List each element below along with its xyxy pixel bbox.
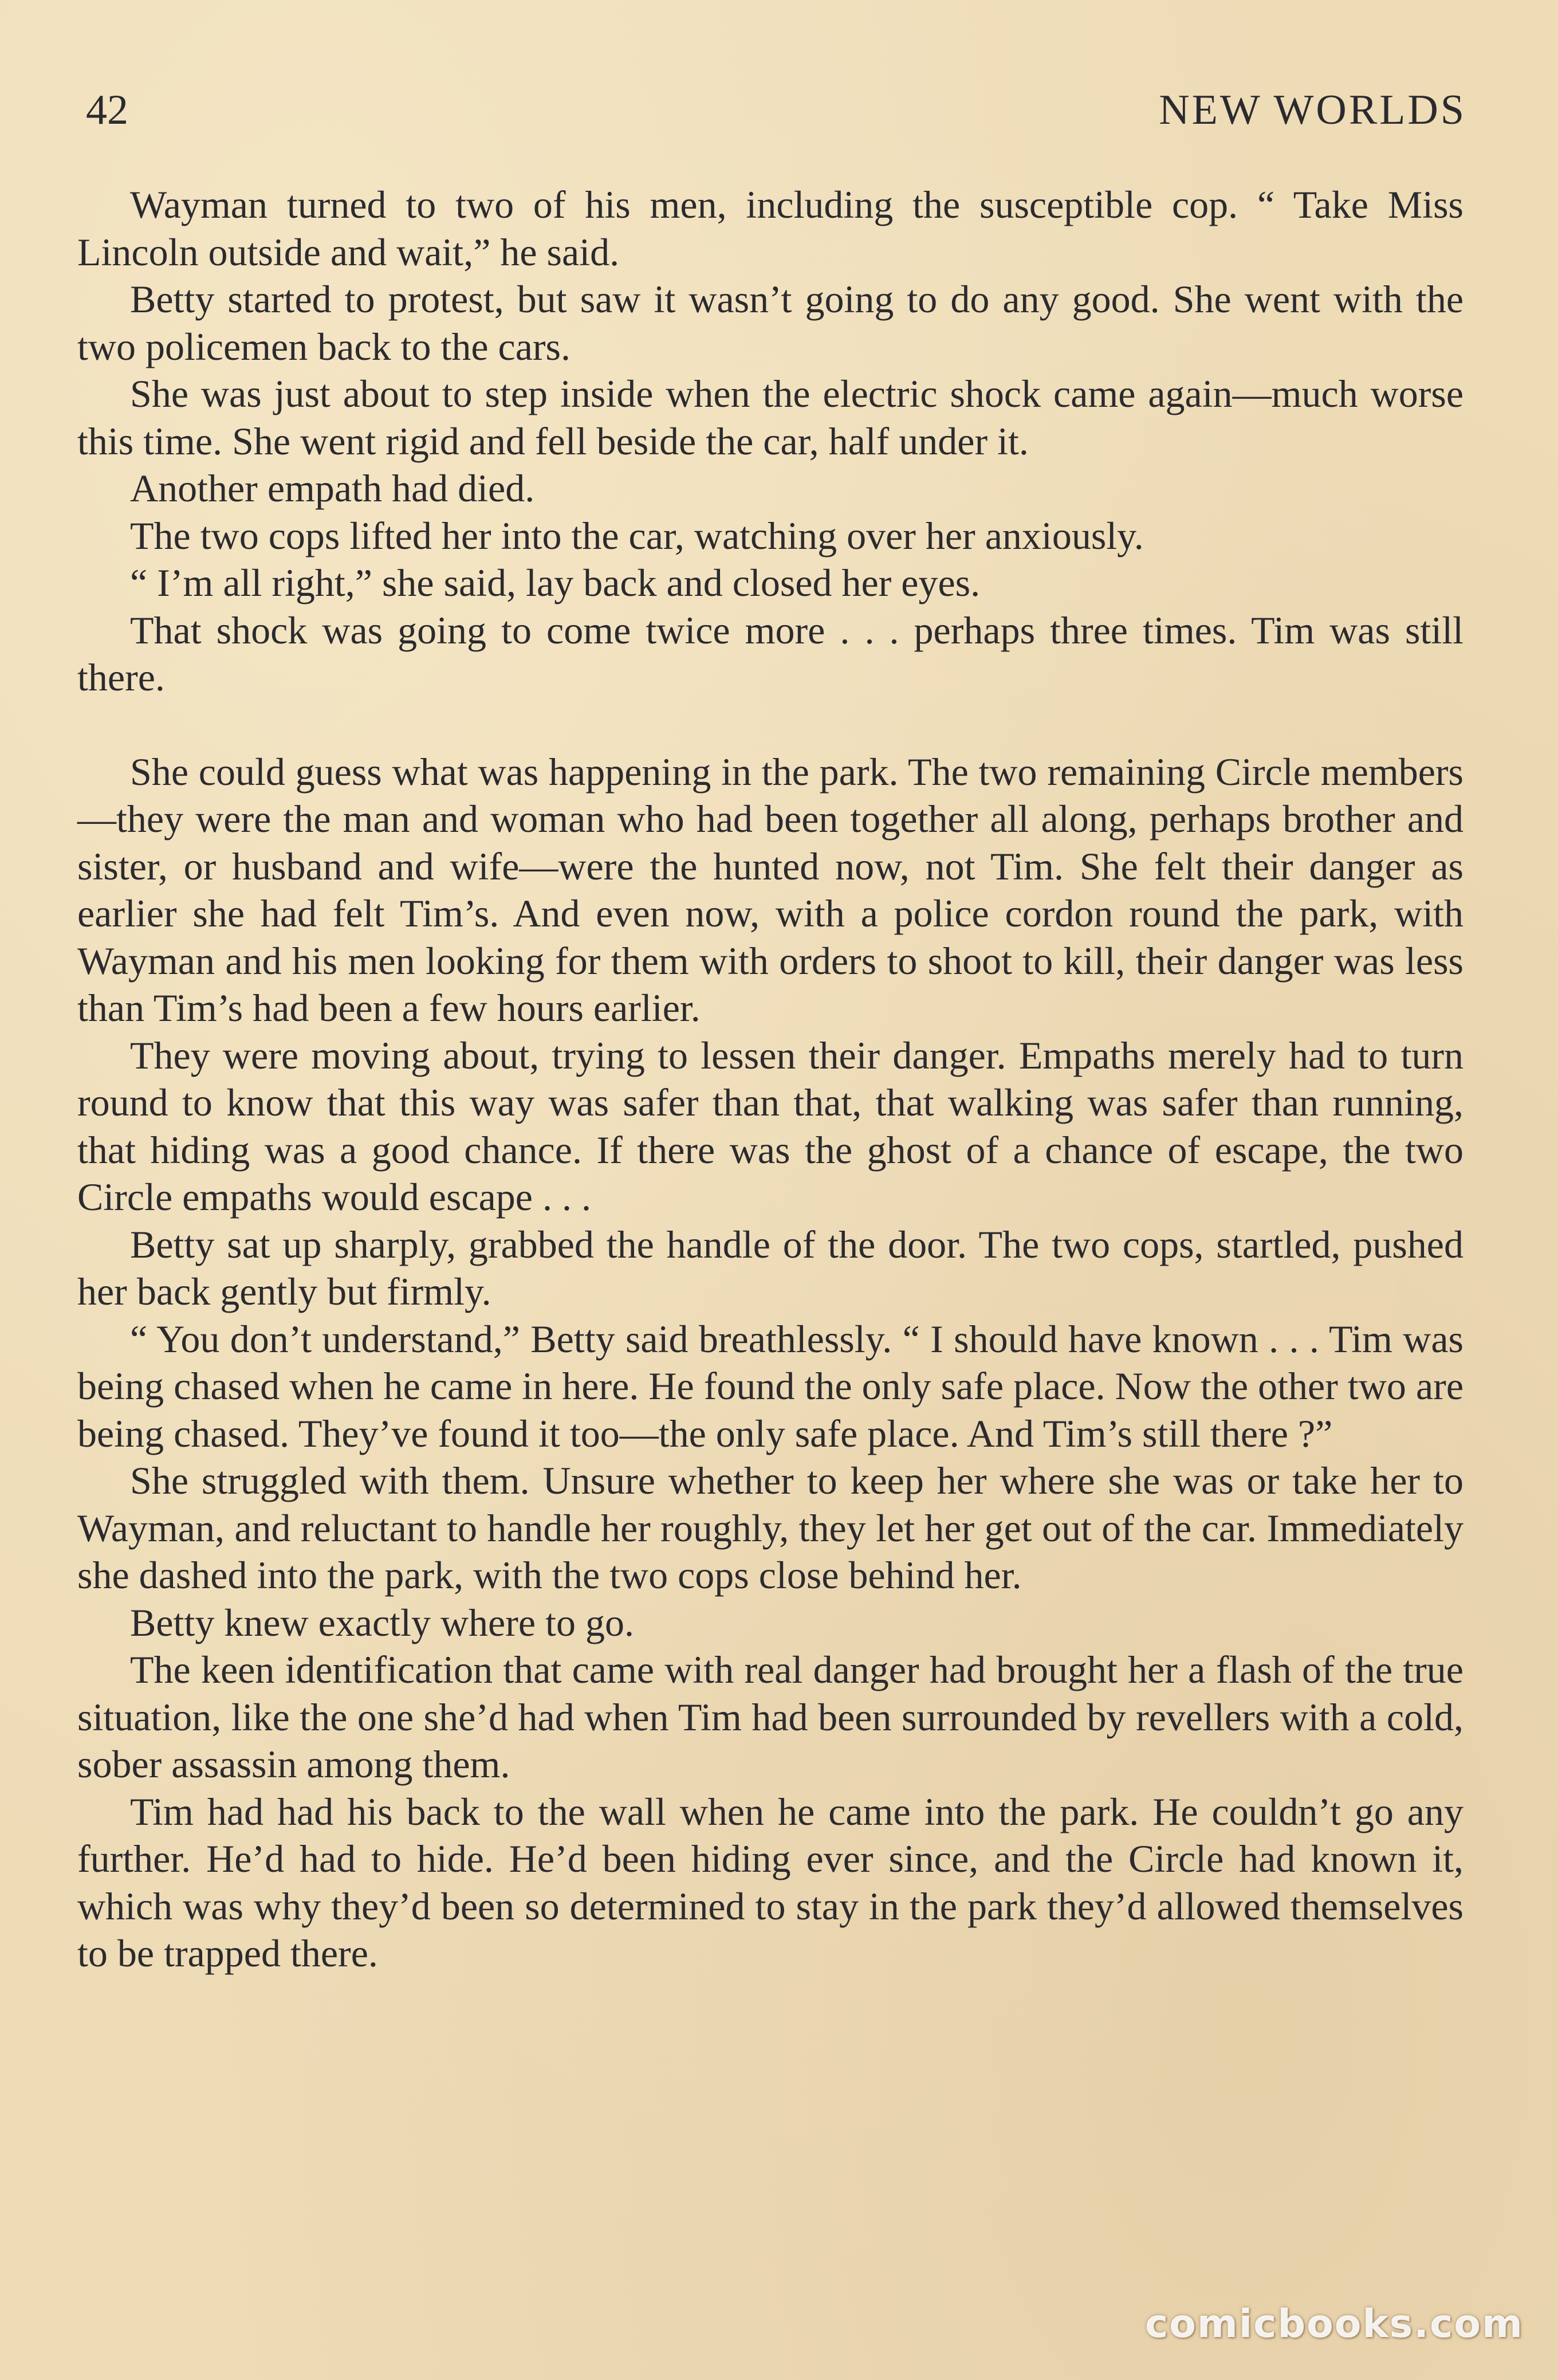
body-text	[77, 181, 1463, 1977]
paragraph: She was just about to step inside when the electric shock came again—much worse this time. She went rigid and fell beside the car, half under it.	[77, 372, 1463, 463]
paragraph: The two cops lifted her into the car, watching over her anxiously.	[130, 513, 1144, 557]
paragraph: Betty knew exactly where to go.	[130, 1600, 634, 1644]
paragraph: She struggled with them. Unsure whether to keep her where she was or take her to Wayman, and reluctant to handle her roughly, they let her get out of the car. Immediately she dashed into the park, with the two cops close behind her.	[77, 1459, 1463, 1597]
running-head: NEW WORLDS	[1159, 87, 1466, 133]
watermark: comicbooks.com	[1144, 2302, 1524, 2347]
paragraph: “ I’m all right,” she said, lay back and closed her eyes.	[130, 561, 981, 604]
paragraph: That shock was going to come twice more . . . perhaps three times. Tim was still there.	[77, 608, 1463, 699]
paragraph: Another empath had died.	[130, 466, 535, 510]
paragraph: The keen identification that came with real danger had brought her a flash of the true situation, like the one she’d had when Tim had been surrounded by revellers with a cold, sober assassin among them.	[77, 1648, 1463, 1786]
paragraph: Betty sat up sharply, grabbed the handle of the door. The two cops, startled, pushed her back gently but firmly.	[77, 1222, 1463, 1313]
paragraph: “ You don’t understand,” Betty said breathlessly. “ I should have known . . . Tim was being chased when he came in here. He found the only safe place. Now the other two are being chased. They’ve found it too—the only safe place. And Tim’s still there ?”	[77, 1317, 1463, 1455]
paragraph: She could guess what was happening in the park. The two remaining Circle members—they were the man and woman who had been together all along, perhaps brother and sister, or husband and wife—were the hunted now, not Tim. She felt their danger as earlier she had felt Tim’s. And even now, with a police cordon round the park, with Wayman and his men looking for them with orders to shoot to kill, their danger was less than Tim’s had been a few hours earlier.	[77, 749, 1463, 1030]
paragraph: Wayman turned to two of his men, including the susceptible cop. “ Take Miss Lincoln outside and wait,” he said.	[77, 183, 1463, 274]
page-header	[86, 86, 1466, 143]
paragraph: Betty started to protest, but saw it wasn’t going to do any good. She went with the two policemen back to the cars.	[77, 277, 1463, 368]
section-break	[77, 701, 1463, 748]
page-number: 42	[86, 87, 128, 133]
paragraph: They were moving about, trying to lessen their danger. Empaths merely had to turn round to know that this way was safer than that, that walking was safer than running, that hiding was a good chance. If there was the ghost of a chance of escape, the two Circle empaths would escape . . .	[77, 1033, 1463, 1219]
paragraph: Tim had had his back to the wall when he came into the park. He couldn’t go any further. He’d had to hide. He’d been hiding ever since, and the Circle had known it, which was why they’d been so determined to stay in the park they’d allowed themselves to be trapped there.	[77, 1789, 1463, 1975]
